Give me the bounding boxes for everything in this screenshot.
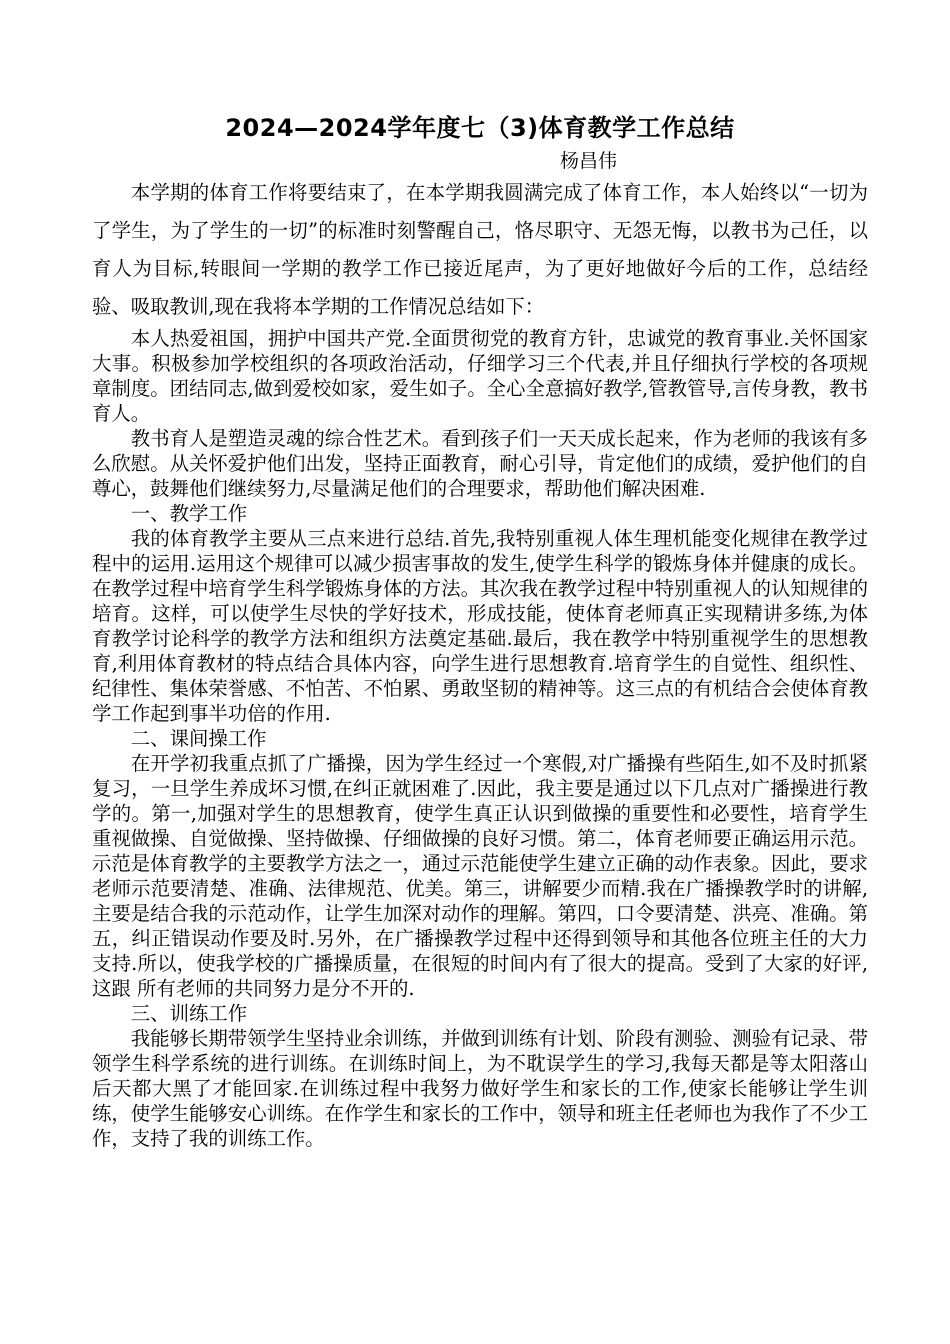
paragraph-education: 教书育人是塑造灵魂的综合性艺术。看到孩子们一天天成长起来，作为老师的我该有多么欣慰。从关怀爱护他们出发，坚持正面教育，耐心引导，肯定他们的成绩，爱护他们的自尊心，鼓舞他们继续努力,尽量满足他们的合理要求，帮助他们解决困难. <box>92 427 868 500</box>
section-heading-exercise: 二、课间操工作 <box>130 727 267 750</box>
paragraph-patriotism: 本人热爱祖国，拥护中国共产党.全面贯彻党的教育方针，忠诚党的教育事业.关怀国家大事。积极参加学校组织的各项政治活动，仔细学习三个代表,并且仔细执行学校的各项规章制度。团结同志,做到爱校如家，爱生如子。全心全意搞好教学,管教管导,言传身教，教书育人。 <box>92 327 868 425</box>
document-page <box>92 108 868 1151</box>
author-name: 杨昌伟 <box>560 150 618 172</box>
section-text-teaching: 我的体育教学主要从三点来进行总结.首先,我特别重视人体生理机能变化规律在教学过程中的运用.运用这个规律可以减少损害事故的发生,使学生科学的锻炼身体并健康的成长。在教学过程中培育学生科学锻炼身体的方法。其次我在教学过程中特别重视人的认知规律的培育。这样，可以使学生尽快的学好技术，形成技能，使体育老师真正实现精讲多练,为体育教学讨论科学的教学方法和组织方法奠定基础.最后，我在教学中特别重视学生的思想教育,利用体育教材的特点结合具体内容，向学生进行思想教育.培育学生的自觉性、组织性、纪律性、集体荣誉感、不怕苦、不怕累、勇敢坚韧的精神等。这三点的有机结合会使体育教学工作起到事半功倍的作用. <box>92 527 868 725</box>
section-text-training: 我能够长期带领学生坚持业余训练，并做到训练有计划、阶段有测验、测验有记录、带领学生科学系统的进行训练。在训练时间上，为不耽误学生的学习,我每天都是等太阳落山后天都大黑了才能回家.在训练过程中我努力做好学生和家长的工作,使家长能够让学生训练，使学生能够安心训练。在作学生和家长的工作中，领导和班主任老师也为我作了不少工作，支持了我的训练工作。 <box>92 1027 868 1150</box>
section-text-exercise: 在开学初我重点抓了广播操，因为学生经过一个寒假,对广播操有些陌生,如不及时抓紧复习，一旦学生养成坏习惯,在纠正就困难了.因此，我主要是通过以下几点对广播操进行教学的。第一,加强对学生的思想教育，使学生真正认识到做操的重要性和必要性，培育学生重视做操、自觉做操、坚持做操、仔细做操的良好习惯。第二，体育老师要正确运用示范。示范是体育教学的主要教学方法之一，通过示范能使学生建立正确的动作表象。因此，要求老师示范要清楚、准确、法律规范、优美。第三，讲解要少而精.我在广播操教学时的讲解,主要是结合我的示范动作，让学生加深对动作的理解。第四，口令要清楚、洪亮、准确。第五，纠正错误动作要及时.另外，在广播操教学过程中还得到领导和其他各位班主任的大力支持.所以，使我学校的广播操质量，在很短的时间内有了很大的提高。受到了大家的好评,这跟 所有老师的共同努力是分不开的. <box>92 752 868 1000</box>
document-title: 2024—2024学年度七（3)体育教学工作总结 <box>225 114 735 142</box>
intro-paragraph: 本学期的体育工作将要结束了，在本学期我圆满完成了体育工作，本人始终以“一切为了学生，为了学生的一切”的标准时刻警醒自己，恪尽职守、无怨无悔，以教书为己任，以育人为目标,转眼间一学期的教学工作已接近尾声，为了更好地做好今后的工作，总结经验、吸取教训,现在我将本学期的工作情况总结如下： <box>92 181 868 318</box>
section-heading-teaching: 一、教学工作 <box>130 502 248 525</box>
section-heading-training: 三、训练工作 <box>130 1002 248 1025</box>
